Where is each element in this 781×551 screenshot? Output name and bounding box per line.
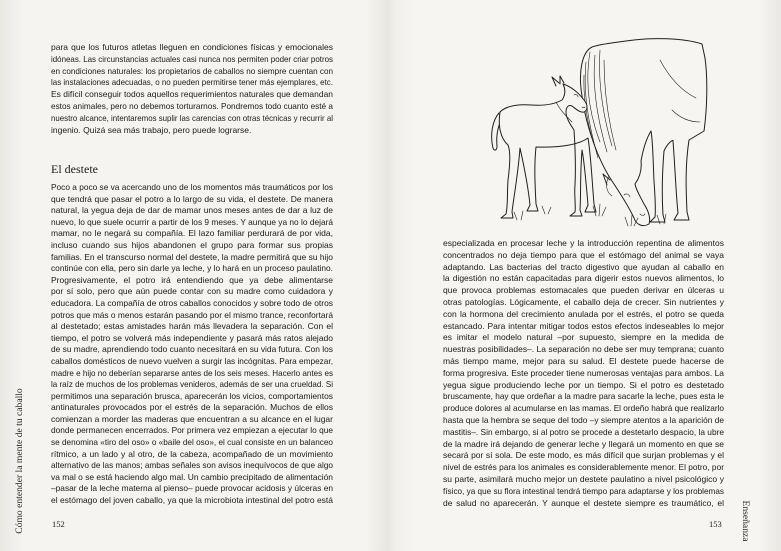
text-line: con la hormona del crecimiento anulada por el estrés, el potro se queda: [443, 308, 724, 319]
text-line: antinaturales provocados por el estrés de la separación. Muchos de ellos: [51, 402, 333, 413]
text-line: –pasar de la leche materna al pienso– puede provocar acidosis y úlceras en: [51, 483, 333, 494]
text-line: alternativo de las manos; ambas señales son avisos inequívocos de que algo: [51, 460, 333, 471]
text-line: otras patologías. Lógicamente, el caballo deja de crecer. Sin nutrientes y: [443, 296, 724, 307]
text-line: al destetado; estas amistades harán más llevadera la separación. Con el: [51, 321, 333, 332]
text-line: yegua sigue produciendo leche por un tiempo. Si el potro es destetado: [443, 379, 724, 390]
right-page: [390, 0, 781, 551]
text-line: nuevo, lo que suele ocurrir a partir de los 9 meses. Y aunque ya no lo dejará: [51, 216, 333, 227]
text-line: nivel de estrés para los animales es considerablemente menor. El potro, por: [443, 462, 724, 473]
text-line: permitimos una separación brusca, aparecerán los vicios, comportamientos: [51, 390, 333, 401]
text-line: en condiciones naturales: los propietarios de caballos no siempre cuentan con: [51, 65, 333, 76]
section-body-right: [443, 238, 724, 509]
foal-drawing: [492, 76, 596, 218]
text-line: la raíz de muchos de los problemas venideros, además de ser una crueldad. Si: [51, 379, 333, 390]
text-line: hasta que la hembra se seque del todo –y siempre atentos a la aparición de: [443, 414, 724, 425]
text-line: ingenio. Quizá sea más trabajo, pero puede lograrse.: [51, 124, 252, 135]
text-line: estos animales, pero no debemos torturarnos. Pondremos todo cuanto esté a: [51, 100, 333, 111]
section-heading: El destete: [51, 162, 98, 176]
text-line: natural, la yegua deja de dar de mamar unos meses antes de dar a luz de: [51, 205, 333, 216]
text-line: madre e hijo no deberían separarse antes de los seis meses. Hacerlo antes es: [51, 367, 333, 378]
text-line: produce dolores al acumularse en las mamas. El ordeño habrá que realizarlo: [443, 403, 724, 414]
text-line: caballos domésticos de nuevo vuelven a surgir las incógnitas. Para empezar,: [51, 355, 333, 366]
text-line: bruscamente, hay que ordeñar a la madre para sacarle la leche, pues esta le: [443, 391, 724, 402]
text-line: Progresivamente, el potro irá entendiendo que ya debe alimentarse: [51, 274, 333, 285]
left-page: [0, 0, 390, 551]
text-line: de la madre irá dejando de generar leche y llegará un momento en que se: [443, 438, 724, 449]
text-line: nuestras posibilidades–. La separación no debe ser muy temprana; cuanto: [443, 344, 724, 355]
running-head-right: Enseñanza: [740, 500, 751, 542]
text-line: forma progresiva. Este proceder tiene numerosas ventajas para ambos. La: [443, 367, 724, 378]
text-line: las instalaciones adecuadas, o no pueden permitirse tener más ejemplares, etc.: [51, 77, 333, 88]
section-body-left: [51, 182, 333, 507]
text-line: es imitar el modelo natural –por supuesto, siempre en la medida de: [443, 332, 724, 343]
text-line: para que los futuros atletas lleguen en condiciones físicas y emocionales: [51, 42, 333, 52]
text-line: continúe con ella, pero sin darle ya leche, y lo hará en un proceso paulatino.: [51, 263, 333, 274]
text-line: su parte, asimilará mucho mejor un destete paulatino a nivel psicológico y: [443, 473, 724, 484]
intro-paragraph: [51, 42, 333, 136]
text-line: por sí solo, pero que aún puede contar con su madre como cuidadora y: [51, 286, 333, 297]
text-line: el estómago del joven caballo, ya que la microbiota intestinal del potro está: [51, 495, 333, 506]
text-line: estancado. Para intentar mitigar todos estos efectos indeseables lo mejor: [443, 320, 724, 331]
page-number-left: 152: [52, 519, 65, 529]
text-line: secará por sí sola. De este modo, es más difícil que surjan problemas y el: [443, 450, 724, 461]
mare-and-foal-illustration: [470, 30, 710, 235]
text-line: familias. En el transcurso normal del destete, la madre permitirá que su hijo: [51, 251, 333, 262]
text-line: Poco a poco se va acercando uno de los momentos más traumáticos por los: [51, 182, 333, 192]
text-line: tiempo, el potro se volverá más independiente y pasará más ratos alejado: [51, 332, 333, 343]
text-line: físico, ya que su flora intestinal tendrá tiempo para adaptarse y los problemas: [443, 485, 724, 496]
text-line: la digestión no están capacitadas para digerir estos nuevos alimentos, lo: [443, 273, 724, 284]
text-line: concentrados no deja tiempo para que el estómago del animal se vaya: [443, 249, 724, 260]
page-number-right: 153: [709, 519, 722, 529]
text-line: educadora. La compañía de otros caballos conocidos y sobre todo de otros: [51, 297, 333, 308]
text-line: de su madre, aprendiendo todo cuanto necesitará en su vida futura. Con los: [51, 344, 333, 355]
text-line: que tendrá que pasar el potro a lo largo de su vida, el destete. De manera: [51, 193, 333, 204]
running-head-left: Cómo entender la mente de tu caballo: [14, 388, 25, 534]
text-line: idóneas. Las circunstancias actuales casi nunca nos permiten poder criar potros: [51, 53, 333, 64]
text-line: va mal o se está haciendo algo mal. Un cambio precipitado de alimentación: [51, 471, 333, 482]
text-line: se denomina «tiro del oso» o «baile del oso», el cual consiste en un balanceo: [51, 437, 333, 448]
text-line: de salud no aparecerán. Y aunque el destete siempre es traumático, el: [443, 497, 724, 508]
text-line: mamar, no le negará su compañía. El lazo familiar perdurará de por vida,: [51, 228, 333, 239]
text-line: donde permanecen encerrados. Por primera vez empiezan a ejecutar lo que: [51, 425, 333, 436]
text-line: especializada en procesar leche y la introducción repentina de alimentos: [443, 238, 724, 248]
text-line: incluso cuando sus hijos abandonen el grupo para formar sus propias: [51, 239, 333, 250]
text-line: adaptando. Las bacterias del tracto digestivo que ayudan al caballo en: [443, 261, 724, 272]
text-line: potros que más o menos estarán pasando por el mismo trance, reconfortará: [51, 309, 333, 320]
text-line: rítmico, a un lado y al otro, de la cabeza, acompañado de un movimiento: [51, 448, 333, 459]
text-line: más tiempo mame, mejor para su salud. El destete puede hacerse de: [443, 355, 724, 366]
text-line: comienzan a morder las maderas que encuentran a su alcance en el lugar: [51, 413, 333, 424]
text-line: nuestro alcance, intentaremos suplir las carencias con otras técnicas y recurrir al: [51, 112, 333, 123]
text-line: mastitis–. Sin embargo, si al potro se procede a destetarlo despacio, la ubre: [443, 426, 724, 437]
text-line: Es difícil conseguir todos aquellos requerimientos naturales que demandan: [51, 89, 333, 100]
text-line: que provoca problemas estomacales que pueden derivar en úlceras u: [443, 285, 724, 296]
mare-drawing: [580, 39, 706, 226]
